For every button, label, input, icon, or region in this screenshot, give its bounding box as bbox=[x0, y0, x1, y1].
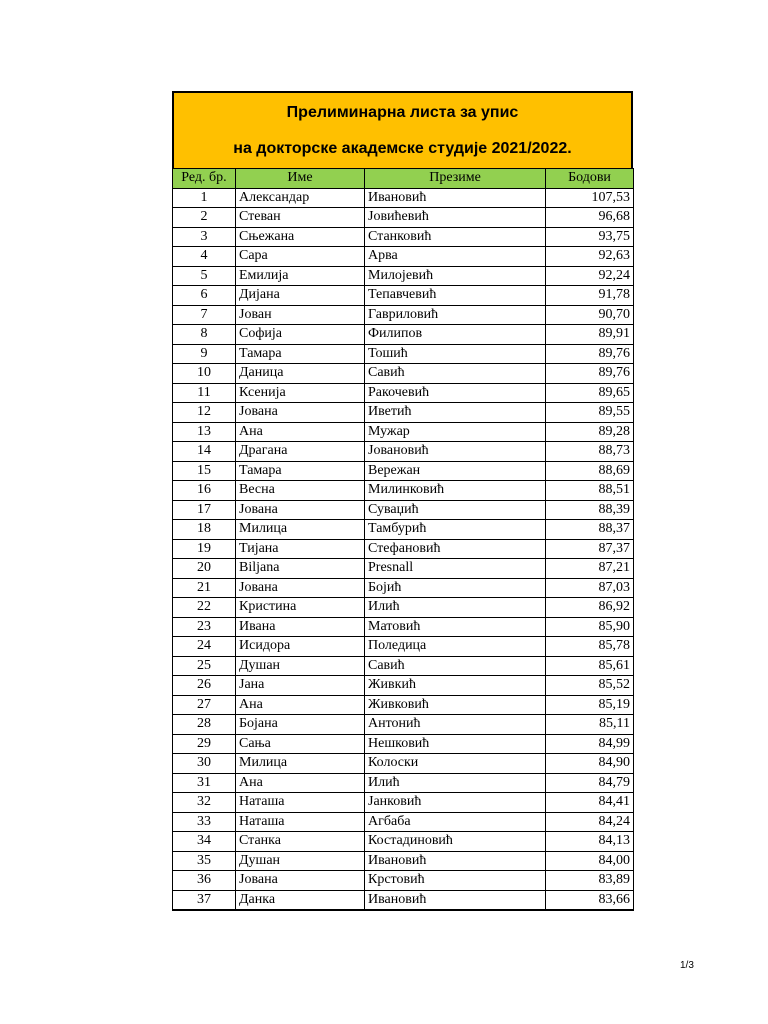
row-number-cell: 33 bbox=[173, 812, 236, 832]
table-row bbox=[173, 520, 634, 540]
header-row bbox=[173, 169, 634, 189]
last-name-cell: Нешковић bbox=[365, 734, 546, 754]
points-cell: 96,68 bbox=[546, 208, 634, 228]
last-name-cell: Тошић bbox=[365, 344, 546, 364]
first-name-cell: Кристина bbox=[236, 598, 365, 618]
table-row bbox=[173, 871, 634, 891]
table-row bbox=[173, 266, 634, 286]
row-number-cell: 7 bbox=[173, 305, 236, 325]
table-row bbox=[173, 442, 634, 462]
table-row bbox=[173, 247, 634, 267]
first-name-cell: Стеван bbox=[236, 208, 365, 228]
last-name-cell: Вережан bbox=[365, 461, 546, 481]
table-row bbox=[173, 559, 634, 579]
first-name-cell: Даница bbox=[236, 364, 365, 384]
first-name-cell: Бојана bbox=[236, 715, 365, 735]
header-num: Ред. бр. bbox=[173, 169, 236, 189]
row-number-cell: 37 bbox=[173, 890, 236, 910]
points-cell: 84,79 bbox=[546, 773, 634, 793]
points-cell: 91,78 bbox=[546, 286, 634, 306]
table-row bbox=[173, 793, 634, 813]
table-row bbox=[173, 422, 634, 442]
last-name-cell: Бојић bbox=[365, 578, 546, 598]
table-row bbox=[173, 500, 634, 520]
row-number-cell: 6 bbox=[173, 286, 236, 306]
last-name-cell: Живковић bbox=[365, 695, 546, 715]
first-name-cell: Јована bbox=[236, 578, 365, 598]
table-row bbox=[173, 325, 634, 345]
points-cell: 90,70 bbox=[546, 305, 634, 325]
last-name-cell: Мужар bbox=[365, 422, 546, 442]
last-name-cell: Ивановић bbox=[365, 188, 546, 208]
table-row bbox=[173, 305, 634, 325]
points-cell: 84,41 bbox=[546, 793, 634, 813]
table-row bbox=[173, 734, 634, 754]
table-body bbox=[173, 188, 634, 910]
row-number-cell: 5 bbox=[173, 266, 236, 286]
row-number-cell: 17 bbox=[173, 500, 236, 520]
first-name-cell: Наташа bbox=[236, 793, 365, 813]
row-number-cell: 1 bbox=[173, 188, 236, 208]
last-name-cell: Костадиновић bbox=[365, 832, 546, 852]
table-row bbox=[173, 364, 634, 384]
points-cell: 85,52 bbox=[546, 676, 634, 696]
row-number-cell: 12 bbox=[173, 403, 236, 423]
points-cell: 89,28 bbox=[546, 422, 634, 442]
row-number-cell: 11 bbox=[173, 383, 236, 403]
points-cell: 93,75 bbox=[546, 227, 634, 247]
table-row bbox=[173, 578, 634, 598]
table-row bbox=[173, 851, 634, 871]
row-number-cell: 16 bbox=[173, 481, 236, 501]
row-number-cell: 8 bbox=[173, 325, 236, 345]
last-name-cell: Колоски bbox=[365, 754, 546, 774]
points-cell: 84,24 bbox=[546, 812, 634, 832]
points-cell: 88,51 bbox=[546, 481, 634, 501]
page-indicator: 1/3 bbox=[680, 960, 694, 971]
ranking-sheet bbox=[172, 91, 633, 911]
points-cell: 92,63 bbox=[546, 247, 634, 267]
first-name-cell: Емилија bbox=[236, 266, 365, 286]
row-number-cell: 18 bbox=[173, 520, 236, 540]
table-row bbox=[173, 754, 634, 774]
last-name-cell: Агбаба bbox=[365, 812, 546, 832]
first-name-cell: Милица bbox=[236, 520, 365, 540]
first-name-cell: Исидора bbox=[236, 637, 365, 657]
last-name-cell: Тамбурић bbox=[365, 520, 546, 540]
first-name-cell: Драгана bbox=[236, 442, 365, 462]
table-row bbox=[173, 481, 634, 501]
points-cell: 83,89 bbox=[546, 871, 634, 891]
first-name-cell: Ана bbox=[236, 695, 365, 715]
row-number-cell: 24 bbox=[173, 637, 236, 657]
first-name-cell: Тамара bbox=[236, 344, 365, 364]
last-name-cell: Матовић bbox=[365, 617, 546, 637]
table-row bbox=[173, 383, 634, 403]
table-row bbox=[173, 676, 634, 696]
last-name-cell: Савић bbox=[365, 364, 546, 384]
first-name-cell: Јована bbox=[236, 500, 365, 520]
points-cell: 85,90 bbox=[546, 617, 634, 637]
table-row bbox=[173, 715, 634, 735]
last-name-cell: Станковић bbox=[365, 227, 546, 247]
row-number-cell: 4 bbox=[173, 247, 236, 267]
table-row bbox=[173, 812, 634, 832]
points-cell: 84,13 bbox=[546, 832, 634, 852]
table-row bbox=[173, 344, 634, 364]
header-first-name: Име bbox=[236, 169, 365, 189]
row-number-cell: 25 bbox=[173, 656, 236, 676]
row-number-cell: 2 bbox=[173, 208, 236, 228]
table-row bbox=[173, 461, 634, 481]
row-number-cell: 36 bbox=[173, 871, 236, 891]
points-cell: 85,19 bbox=[546, 695, 634, 715]
points-cell: 89,91 bbox=[546, 325, 634, 345]
last-name-cell: Илић bbox=[365, 773, 546, 793]
first-name-cell: Милица bbox=[236, 754, 365, 774]
first-name-cell: Сара bbox=[236, 247, 365, 267]
row-number-cell: 27 bbox=[173, 695, 236, 715]
table-row bbox=[173, 286, 634, 306]
points-cell: 88,73 bbox=[546, 442, 634, 462]
points-cell: 92,24 bbox=[546, 266, 634, 286]
first-name-cell: Сњежана bbox=[236, 227, 365, 247]
first-name-cell: Тијана bbox=[236, 539, 365, 559]
table-row bbox=[173, 188, 634, 208]
row-number-cell: 28 bbox=[173, 715, 236, 735]
last-name-cell: Милојевић bbox=[365, 266, 546, 286]
row-number-cell: 10 bbox=[173, 364, 236, 384]
first-name-cell: Душан bbox=[236, 851, 365, 871]
points-cell: 85,78 bbox=[546, 637, 634, 657]
last-name-cell: Крстовић bbox=[365, 871, 546, 891]
points-cell: 89,76 bbox=[546, 364, 634, 384]
last-name-cell: Presnall bbox=[365, 559, 546, 579]
last-name-cell: Милинковић bbox=[365, 481, 546, 501]
table-row bbox=[173, 695, 634, 715]
first-name-cell: Јован bbox=[236, 305, 365, 325]
table-row bbox=[173, 890, 634, 910]
points-cell: 84,00 bbox=[546, 851, 634, 871]
first-name-cell: Ивана bbox=[236, 617, 365, 637]
points-cell: 85,61 bbox=[546, 656, 634, 676]
first-name-cell: Александар bbox=[236, 188, 365, 208]
first-name-cell: Сања bbox=[236, 734, 365, 754]
last-name-cell: Тепавчевић bbox=[365, 286, 546, 306]
last-name-cell: Живкић bbox=[365, 676, 546, 696]
table-row bbox=[173, 656, 634, 676]
points-cell: 84,99 bbox=[546, 734, 634, 754]
row-number-cell: 21 bbox=[173, 578, 236, 598]
table-row bbox=[173, 598, 634, 618]
first-name-cell: Тамара bbox=[236, 461, 365, 481]
table-row bbox=[173, 617, 634, 637]
table-row bbox=[173, 403, 634, 423]
row-number-cell: 23 bbox=[173, 617, 236, 637]
points-cell: 89,65 bbox=[546, 383, 634, 403]
row-number-cell: 34 bbox=[173, 832, 236, 852]
title-box bbox=[172, 91, 633, 168]
first-name-cell: Јана bbox=[236, 676, 365, 696]
row-number-cell: 20 bbox=[173, 559, 236, 579]
points-cell: 89,55 bbox=[546, 403, 634, 423]
first-name-cell: Ксенија bbox=[236, 383, 365, 403]
table-row bbox=[173, 208, 634, 228]
row-number-cell: 22 bbox=[173, 598, 236, 618]
first-name-cell: Biljana bbox=[236, 559, 365, 579]
first-name-cell: Данка bbox=[236, 890, 365, 910]
first-name-cell: Душан bbox=[236, 656, 365, 676]
table-row bbox=[173, 832, 634, 852]
first-name-cell: Станка bbox=[236, 832, 365, 852]
first-name-cell: Весна bbox=[236, 481, 365, 501]
points-cell: 89,76 bbox=[546, 344, 634, 364]
last-name-cell: Јанковић bbox=[365, 793, 546, 813]
row-number-cell: 29 bbox=[173, 734, 236, 754]
first-name-cell: Дијана bbox=[236, 286, 365, 306]
last-name-cell: Суваџић bbox=[365, 500, 546, 520]
last-name-cell: Ракочевић bbox=[365, 383, 546, 403]
row-number-cell: 13 bbox=[173, 422, 236, 442]
table-row bbox=[173, 637, 634, 657]
points-cell: 87,21 bbox=[546, 559, 634, 579]
last-name-cell: Стефановић bbox=[365, 539, 546, 559]
last-name-cell: Ивановић bbox=[365, 851, 546, 871]
header-points: Бодови bbox=[546, 169, 634, 189]
row-number-cell: 30 bbox=[173, 754, 236, 774]
table-row bbox=[173, 773, 634, 793]
last-name-cell: Ивановић bbox=[365, 890, 546, 910]
points-cell: 88,39 bbox=[546, 500, 634, 520]
points-cell: 88,69 bbox=[546, 461, 634, 481]
row-number-cell: 31 bbox=[173, 773, 236, 793]
row-number-cell: 3 bbox=[173, 227, 236, 247]
title-line-2: на докторске академске студије 2021/2022. bbox=[233, 140, 572, 157]
points-cell: 84,90 bbox=[546, 754, 634, 774]
last-name-cell: Илић bbox=[365, 598, 546, 618]
last-name-cell: Арва bbox=[365, 247, 546, 267]
points-cell: 107,53 bbox=[546, 188, 634, 208]
last-name-cell: Поледица bbox=[365, 637, 546, 657]
last-name-cell: Гавриловић bbox=[365, 305, 546, 325]
table-row bbox=[173, 539, 634, 559]
first-name-cell: Софија bbox=[236, 325, 365, 345]
last-name-cell: Иветић bbox=[365, 403, 546, 423]
last-name-cell: Антонић bbox=[365, 715, 546, 735]
points-cell: 83,66 bbox=[546, 890, 634, 910]
first-name-cell: Ана bbox=[236, 773, 365, 793]
row-number-cell: 15 bbox=[173, 461, 236, 481]
last-name-cell: Јовићевић bbox=[365, 208, 546, 228]
points-cell: 88,37 bbox=[546, 520, 634, 540]
table-row bbox=[173, 227, 634, 247]
points-cell: 86,92 bbox=[546, 598, 634, 618]
row-number-cell: 14 bbox=[173, 442, 236, 462]
first-name-cell: Наташа bbox=[236, 812, 365, 832]
last-name-cell: Савић bbox=[365, 656, 546, 676]
row-number-cell: 35 bbox=[173, 851, 236, 871]
points-cell: 85,11 bbox=[546, 715, 634, 735]
last-name-cell: Филипов bbox=[365, 325, 546, 345]
title-line-1: Прелиминарна листа за упис bbox=[286, 104, 519, 121]
first-name-cell: Ана bbox=[236, 422, 365, 442]
points-cell: 87,03 bbox=[546, 578, 634, 598]
first-name-cell: Јована bbox=[236, 403, 365, 423]
ranking-table bbox=[172, 168, 634, 911]
row-number-cell: 9 bbox=[173, 344, 236, 364]
row-number-cell: 26 bbox=[173, 676, 236, 696]
last-name-cell: Јовановић bbox=[365, 442, 546, 462]
points-cell: 87,37 bbox=[546, 539, 634, 559]
row-number-cell: 19 bbox=[173, 539, 236, 559]
first-name-cell: Јована bbox=[236, 871, 365, 891]
header-last-name: Презиме bbox=[365, 169, 546, 189]
row-number-cell: 32 bbox=[173, 793, 236, 813]
